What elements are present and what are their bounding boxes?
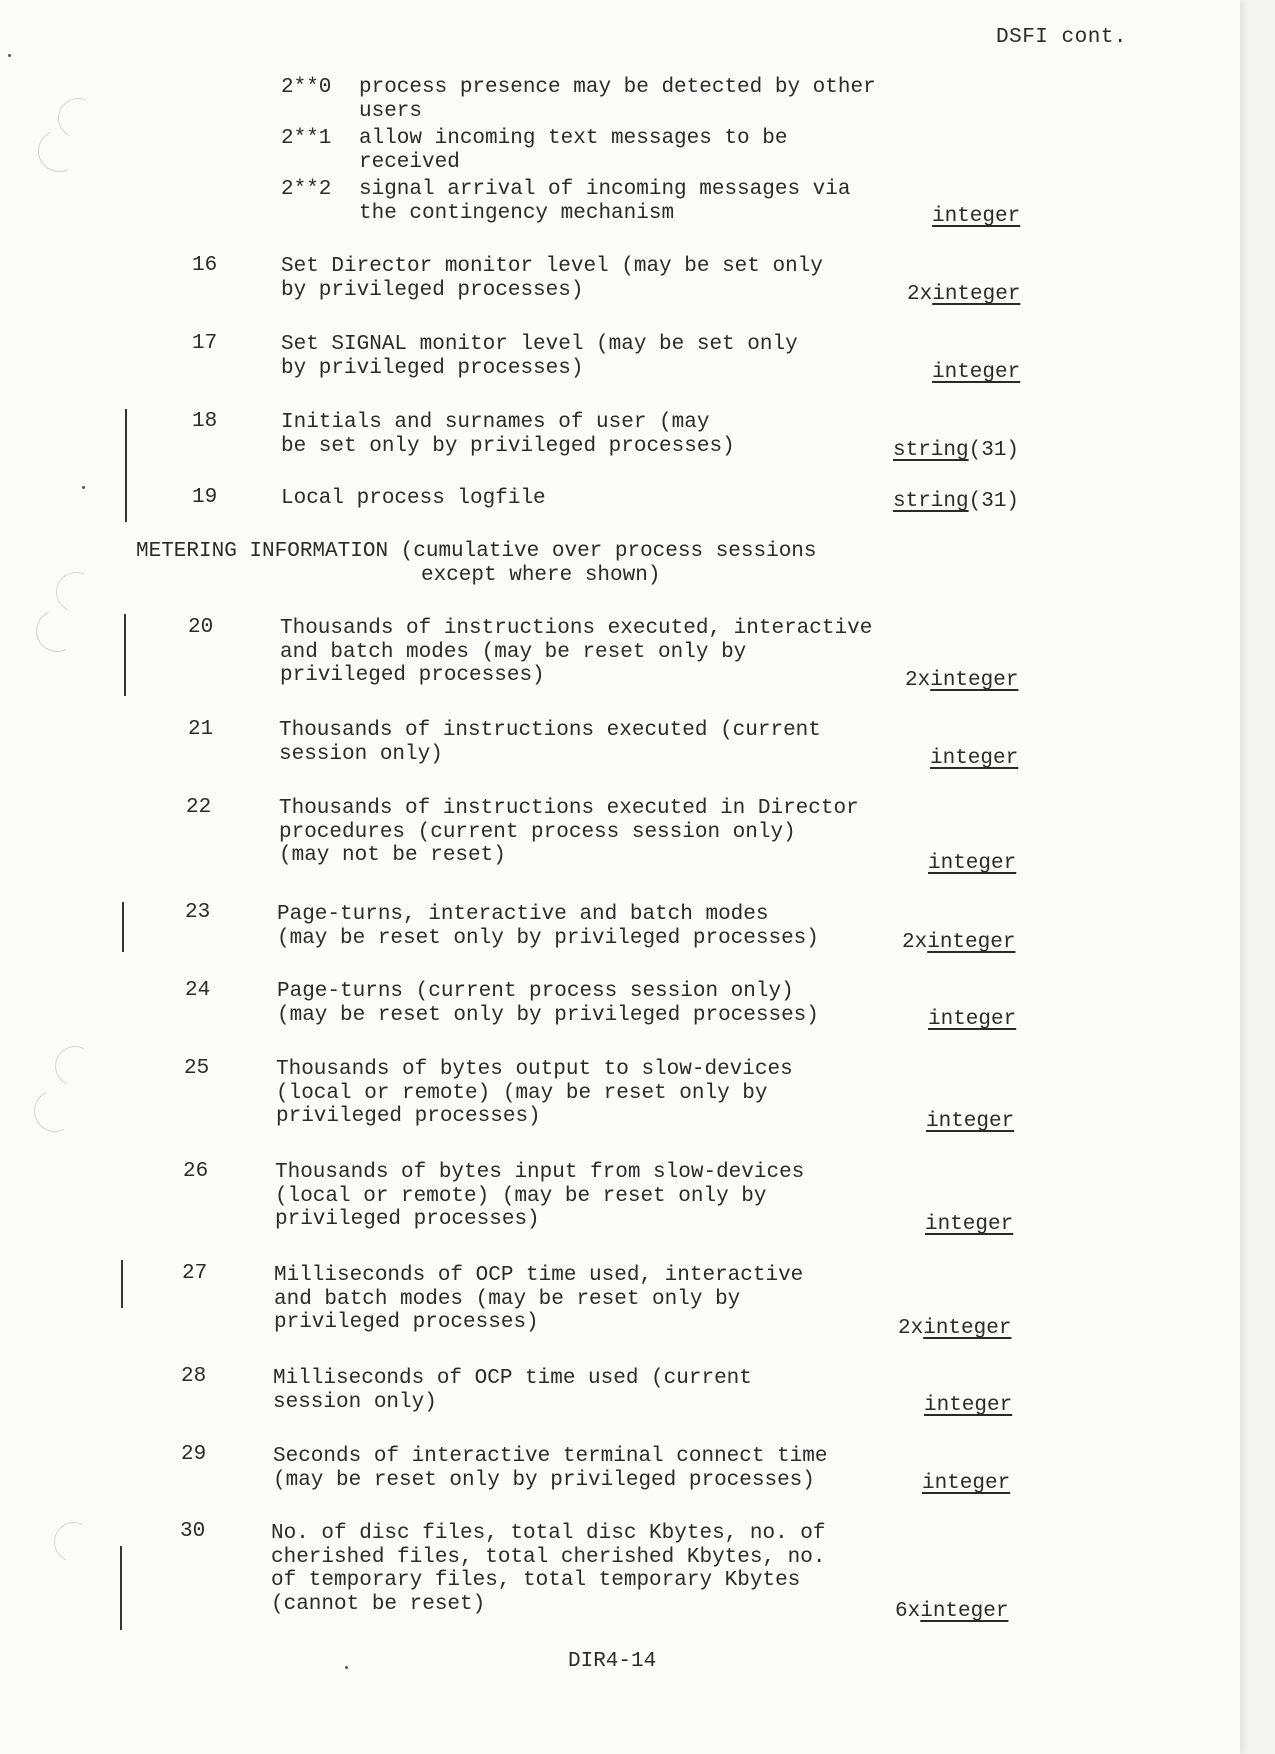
item-description: Thousands of instructions executed in Director procedures (current process session only) (may not be reset) (279, 797, 859, 867)
type-multiplier: 2x (902, 931, 928, 954)
item-number: 28 (181, 1365, 207, 1388)
bit-code: 2**2 (281, 178, 332, 201)
item-number: 17 (192, 332, 218, 355)
item-description: Thousands of instructions executed (current session only) (279, 719, 821, 766)
section-heading (136, 540, 817, 587)
bit-code: 2**1 (281, 127, 332, 150)
item-data-type (932, 361, 1020, 384)
item-number: 24 (185, 979, 211, 1002)
item-number: 22 (186, 796, 212, 819)
item-number: 30 (180, 1520, 206, 1543)
change-bar (120, 1546, 122, 1630)
type-word: integer (922, 1472, 1011, 1495)
item-number: 19 (192, 486, 218, 509)
type-word: integer (932, 283, 1021, 306)
item-data-type (922, 1472, 1010, 1495)
item-description: Local process logfile (281, 487, 546, 510)
item-data-type (905, 669, 1018, 692)
item-data-type (928, 1008, 1016, 1031)
change-bar (125, 409, 127, 522)
type-multiplier: 6x (895, 1600, 921, 1623)
item-data-type (925, 1213, 1013, 1236)
item-data-type (902, 931, 1015, 954)
type-size: (31) (968, 439, 1020, 462)
item-number: 23 (185, 901, 211, 924)
type-multiplier: 2x (898, 1317, 924, 1340)
page-header: DSFI cont. (996, 26, 1128, 49)
type-word: integer (925, 1213, 1014, 1236)
change-bar (121, 1260, 123, 1308)
punch-hole-mark (28, 1084, 82, 1138)
item-description: Thousands of bytes output to slow-devices (local or remote) (may be reset only by privileged processes) (276, 1058, 793, 1128)
bit-code: 2**0 (281, 76, 332, 99)
item-data-type (893, 439, 1019, 462)
type-multiplier: 2x (905, 669, 931, 692)
type-word: integer (932, 205, 1021, 228)
item-description: Set SIGNAL monitor level (may be set only by privileged processes) (281, 333, 798, 380)
type-word: integer (930, 747, 1019, 770)
change-bar (124, 614, 126, 696)
item-number: 26 (183, 1160, 209, 1183)
change-bar (122, 902, 124, 952)
item-data-type (926, 1110, 1014, 1133)
item-description: Set Director monitor level (may be set only by privileged processes) (281, 255, 823, 302)
data-type-bits (932, 205, 1020, 228)
item-description: Thousands of instructions executed, interactive and batch modes (may be reset only by privileged processes) (280, 617, 873, 687)
item-number: 27 (182, 1262, 208, 1285)
item-description: No. of disc files, total disc Kbytes, no. of cherished files, total cherished Kbytes, no. of temporary files, total temporary Kbytes (cannot be reset) (271, 1522, 826, 1616)
item-number: 21 (188, 718, 214, 741)
type-word: string (893, 490, 969, 513)
item-description: Page-turns (current process session only) (may be reset only by privileged processes) (277, 980, 819, 1027)
item-data-type (898, 1317, 1011, 1340)
type-word: integer (928, 852, 1017, 875)
item-description: Initials and surnames of user (may be set only by privileged processes) (281, 411, 735, 458)
item-data-type (907, 283, 1020, 306)
bit-description: signal arrival of incoming messages via the contingency mechanism (359, 178, 851, 225)
punch-hole-mark (48, 1516, 99, 1567)
page-footer: DIR4-14 (568, 1650, 657, 1673)
item-number: 29 (181, 1443, 207, 1466)
item-number: 18 (192, 410, 218, 433)
item-description: Milliseconds of OCP time used (current session only) (273, 1367, 752, 1414)
section-heading-line2: except where shown) (421, 563, 661, 587)
type-word: integer (923, 1317, 1012, 1340)
bit-description: process presence may be detected by other users (359, 76, 876, 123)
item-number: 16 (192, 254, 218, 277)
type-word: integer (920, 1600, 1009, 1623)
section-heading-line1: METERING INFORMATION (cumulative over process sessions (136, 540, 817, 563)
item-data-type (928, 852, 1016, 875)
type-word: integer (927, 931, 1016, 954)
type-size: (31) (968, 490, 1020, 513)
item-description: Page-turns, interactive and batch modes (may be reset only by privileged processes) (277, 903, 819, 950)
type-word: integer (930, 669, 1019, 692)
type-word: integer (932, 361, 1021, 384)
item-description: Thousands of bytes input from slow-devices (local or remote) (may be reset only by privileged processes) (275, 1161, 805, 1231)
item-data-type (895, 1600, 1008, 1623)
item-data-type (930, 747, 1018, 770)
bit-description: allow incoming text messages to be received (359, 127, 788, 174)
type-multiplier: 2x (907, 283, 933, 306)
type-word: integer (928, 1008, 1017, 1031)
punch-hole-mark (49, 1040, 100, 1091)
scan-speck (8, 54, 11, 57)
item-number: 20 (188, 616, 214, 639)
scan-speck (345, 1666, 348, 1669)
scan-speck (82, 486, 85, 489)
item-description: Seconds of interactive terminal connect time (may be reset only by privileged processes) (273, 1445, 828, 1492)
item-data-type (924, 1394, 1012, 1417)
type-word: integer (924, 1394, 1013, 1417)
type-word: string (893, 439, 969, 462)
item-description: Milliseconds of OCP time used, interactive and batch modes (may be reset only by privileged processes) (274, 1264, 804, 1334)
type-word: integer (926, 1110, 1015, 1133)
item-data-type (893, 490, 1019, 513)
item-number: 25 (184, 1057, 210, 1080)
